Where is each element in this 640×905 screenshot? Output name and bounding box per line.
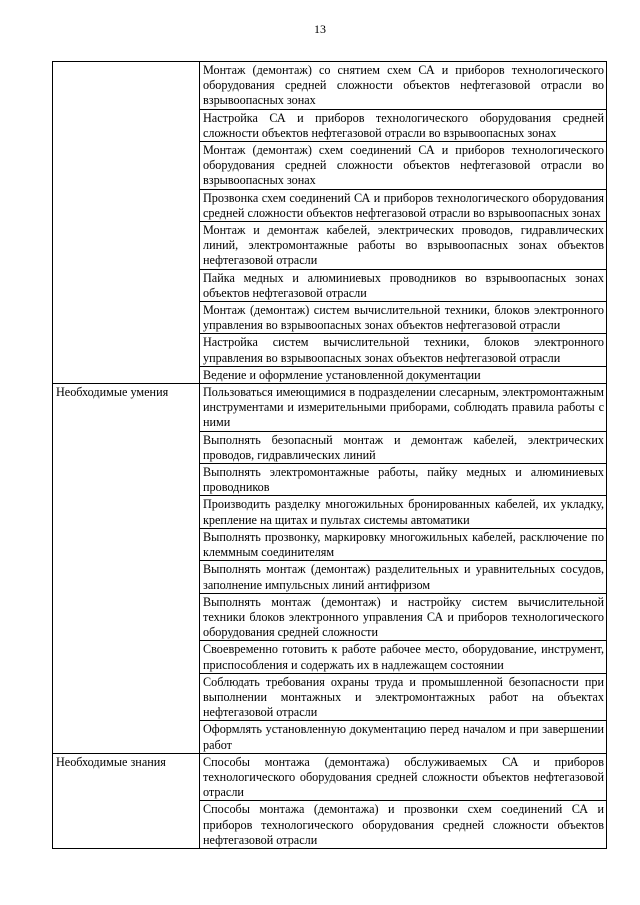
- table-cell-item: Монтаж (демонтаж) схем соединений СА и приборов технологического оборудования средней сложности объектов нефтегазовой отрасли во взрывоопасных зонах: [200, 142, 607, 190]
- row-group-label-text: Необходимые умения: [56, 385, 169, 400]
- row-group-label: [53, 384, 200, 754]
- table-cell-item: Настройка систем вычислительной техники, блоков электронного управления во взрывоопасных зонах объектов нефтегазовой отрасли: [200, 334, 607, 366]
- table-cell-item: Производить разделку многожильных бронированных кабелей, их укладку, крепление на щитах и пультах системы автоматики: [200, 496, 607, 528]
- table-cell-item: Монтаж (демонтаж) систем вычислительной техники, блоков электронного управления во взрывоопасных зонах объектов нефтегазовой отрасли: [200, 302, 607, 334]
- row-group-label: [53, 62, 200, 384]
- table-cell-item: Своевременно готовить к работе рабочее место, оборудование, инструмент, приспособления и содержать их в надлежащем состоянии: [200, 641, 607, 673]
- row-group-label: [53, 753, 200, 848]
- table-cell-item: Монтаж и демонтаж кабелей, электрических проводов, гидравлических линий, электромонтажные работы во взрывоопасных зонах объектов нефтегазовой отрасли: [200, 222, 607, 270]
- table-cell-item: Выполнять электромонтажные работы, пайку медных и алюминиевых проводников: [200, 464, 607, 496]
- table-cell-item: Прозвонка схем соединений СА и приборов технологического оборудования средней сложности объектов нефтегазовой отрасли во взрывоопасных зонах: [200, 189, 607, 221]
- table-cell-item: Настройка СА и приборов технологического оборудования средней сложности объектов нефтегазовой отрасли во взрывоопасных зонах: [200, 109, 607, 141]
- table-cell-item: Соблюдать требования охраны труда и промышленной безопасности при выполнении монтажных и электромонтажных работ на объектах нефтегазовой отрасли: [200, 673, 607, 721]
- table-cell-item: Выполнять прозвонку, маркировку многожильных кабелей, расключение по клеммным соединителям: [200, 528, 607, 560]
- table-cell-item: Способы монтажа (демонтажа) обслуживаемых СА и приборов технологического оборудования средней сложности объектов нефтегазовой отрасли: [200, 753, 607, 801]
- table-body: [53, 62, 607, 849]
- table-row: [53, 62, 607, 110]
- row-group-label-text: Необходимые знания: [56, 754, 166, 769]
- labor-functions-table: [52, 61, 607, 849]
- table-row: [53, 384, 607, 432]
- table-cell-item: Способы монтажа (демонтажа) и прозвонки схем соединений СА и приборов технологического оборудования средней сложности объектов нефтегазовой отрасли: [200, 801, 607, 849]
- table-row: [53, 753, 607, 801]
- page-number: 13: [314, 22, 326, 36]
- table-cell-item: Ведение и оформление установленной документации: [200, 366, 607, 383]
- table-cell-item: Оформлять установленную документацию перед началом и при завершении работ: [200, 721, 607, 753]
- table-cell-item: Выполнять монтаж (демонтаж) разделительных и уравнительных сосудов, заполнение импульсных линий антифризом: [200, 561, 607, 593]
- table-cell-item: Пользоваться имеющимися в подразделении слесарным, электромонтажным инструментами и измерительными приборами, соблюдать правила работы с ними: [200, 384, 607, 432]
- table-cell-item: Выполнять монтаж (демонтаж) и настройку систем вычислительной техники блоков электронного управления СА и приборов технологического оборудования средней сложности: [200, 593, 607, 641]
- table-cell-item: Выполнять безопасный монтаж и демонтаж кабелей, электрических проводов, гидравлических линий: [200, 431, 607, 463]
- table-cell-item: Пайка медных и алюминиевых проводников во взрывоопасных зонах объектов нефтегазовой отрасли: [200, 269, 607, 301]
- table-cell-item: Монтаж (демонтаж) со снятием схем СА и приборов технологического оборудования средней сложности объектов нефтегазовой отрасли во взрывоопасных зонах: [200, 62, 607, 110]
